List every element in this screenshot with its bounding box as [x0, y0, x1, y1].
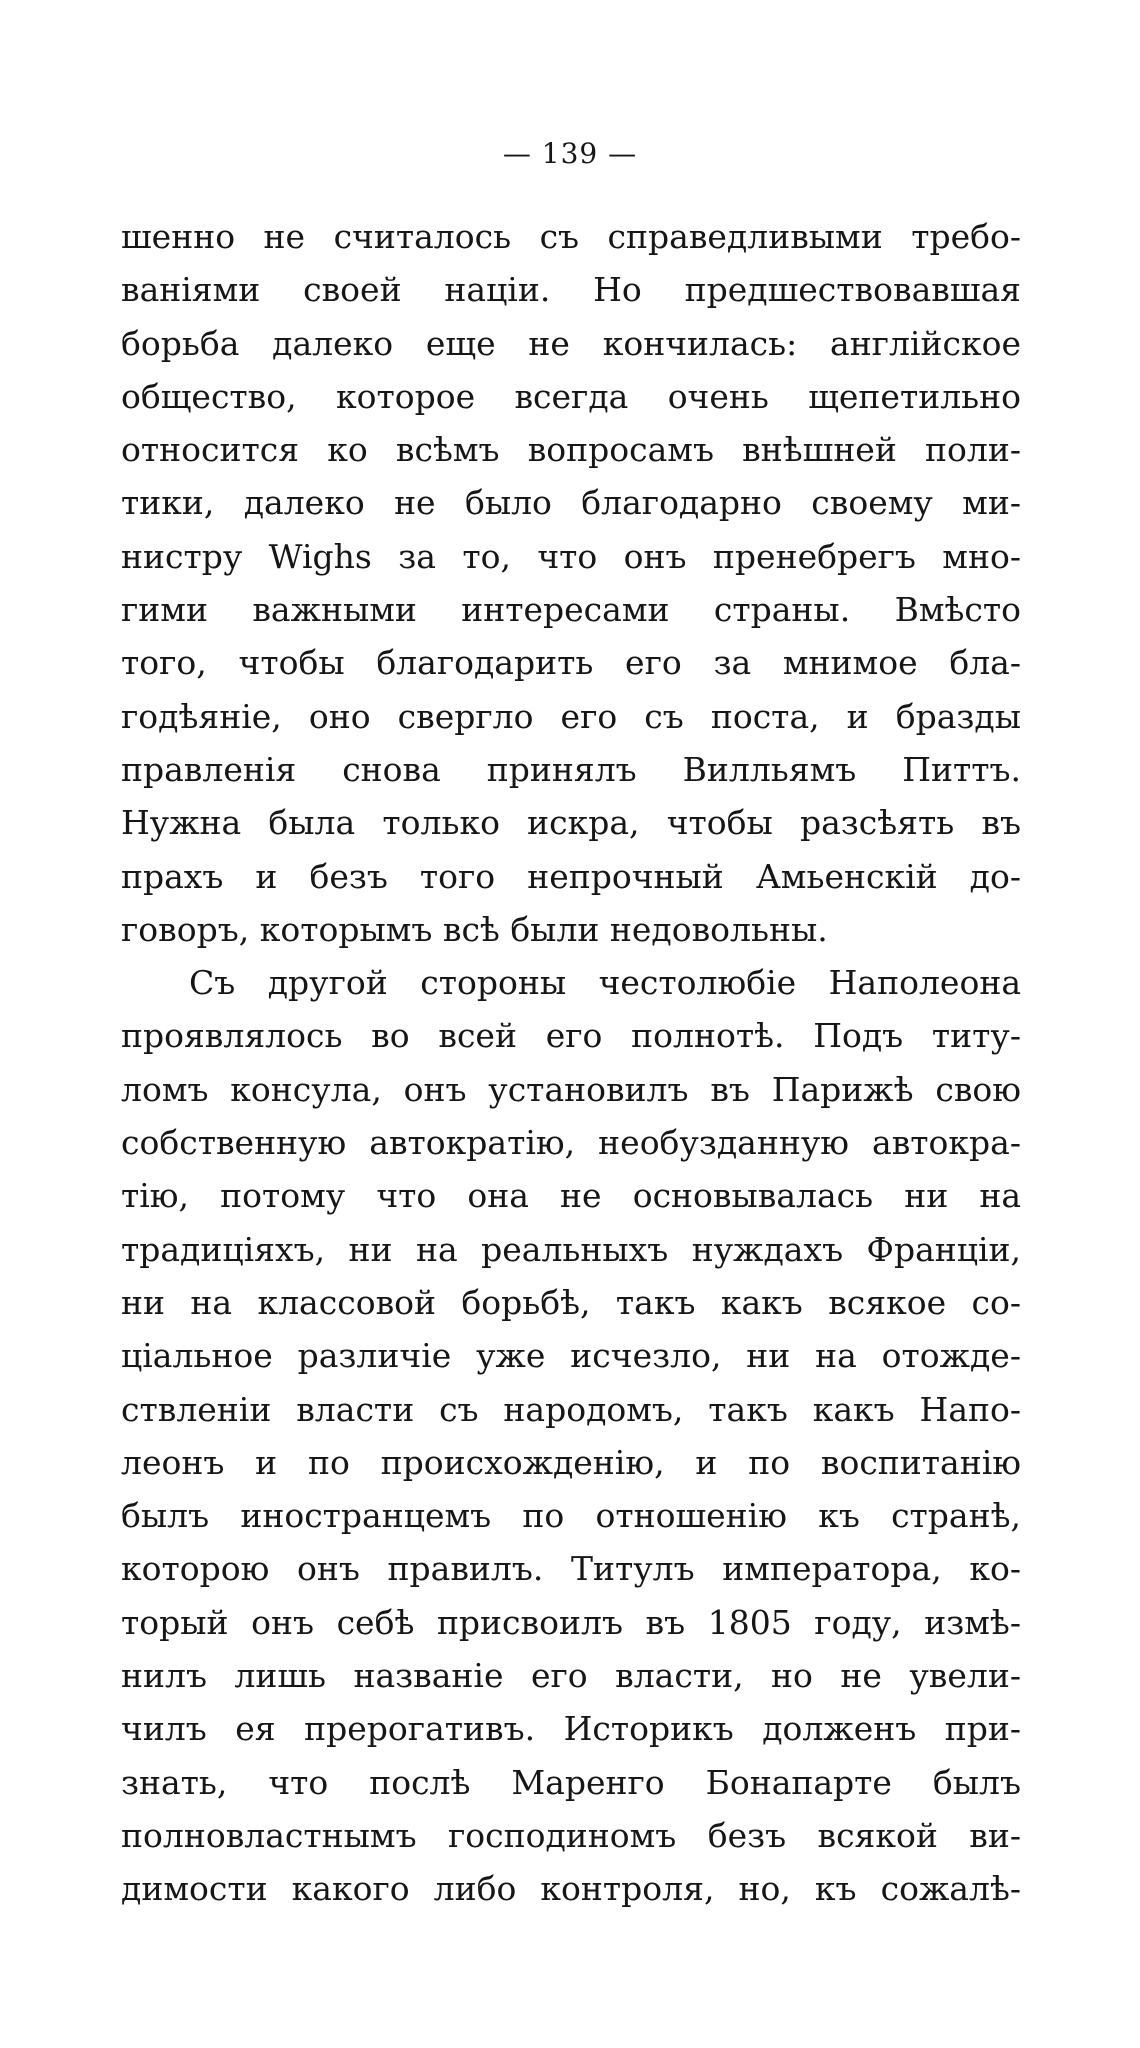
text-line: нистру Wighs за то, что онъ пренебрегъ мно- [121, 536, 1021, 576]
text-line: нилъ лишь названіе его власти, но не увели- [121, 1656, 1021, 1696]
text-line: правленія снова принялъ Вилльямъ Питтъ. [121, 749, 1021, 789]
text-line: проявлялось во всей его полнотѣ. Подъ титу- [121, 1016, 1021, 1056]
text-line: торый онъ себѣ присвоилъ въ 1805 году, измѣ- [121, 1602, 1021, 1642]
text-line: того, чтобы благодарить его за мнимое бла- [121, 643, 1021, 683]
text-line: полновластнымъ господиномъ безъ всякой ви- [121, 1815, 1021, 1855]
text-line: борьба далеко еще не кончилась: англійское [121, 323, 1021, 363]
paragraph-1 [121, 210, 1021, 956]
text-line: собственную автократію, необузданную автокра- [121, 1123, 1021, 1163]
text-line: относится ко всѣмъ вопросамъ внѣшней поли- [121, 430, 1021, 470]
text-line: шенно не считалось съ справедливыми требо- [121, 217, 1021, 256]
text-line: леонъ и по происхожденію, и по воспитанію [121, 1442, 1021, 1482]
page-number: — 139 — [502, 137, 638, 170]
text-line: гими важными интересами страны. Вмѣсто [121, 590, 1021, 630]
text-line: димости какого либо контроля, но, къ сожалѣ- [121, 1869, 1021, 1909]
text-line: говоръ, которымъ всѣ были недовольны. [121, 909, 828, 949]
text-line: Нужна была только искра, чтобы разсѣять въ [121, 803, 1021, 843]
text-line: ціальное различіе уже исчезло, ни на отожде- [121, 1336, 1021, 1376]
text-line: знать, что послѣ Маренго Бонапарте былъ [121, 1762, 1021, 1802]
text-line: которою онъ правилъ. Титулъ императора, ко- [121, 1549, 1021, 1589]
body-text [121, 210, 1021, 1916]
text-line: Съ другой стороны честолюбіе Наполеона [189, 963, 1021, 1003]
text-line: традиціяхъ, ни на реальныхъ нуждахъ Франціи, [121, 1229, 1021, 1269]
text-line: годѣяніе, оно свергло его съ поста, и бразды [121, 696, 1021, 736]
text-line: чилъ ея прерогативъ. Историкъ долженъ при- [121, 1709, 1021, 1749]
text-line: общество, которое всегда очень щепетильно [121, 376, 1021, 416]
text-line: ни на классовой борьбѣ, такъ какъ всякое со- [121, 1282, 1021, 1322]
text-line: прахъ и безъ того непрочный Амьенскій до- [121, 856, 1021, 896]
text-line: тію, потому что она не основывалась ни на [121, 1176, 1021, 1216]
paragraph-2 [121, 956, 1021, 1915]
text-line: тики, далеко не было благодарно своему ми- [121, 483, 1021, 523]
text-line: ломъ консула, онъ установилъ въ Парижѣ свою [121, 1069, 1021, 1109]
text-line: ваніями своей націи. Но предшествовавшая [121, 270, 1021, 310]
text-line: ствленіи власти съ народомъ, такъ какъ Напо- [121, 1389, 1021, 1429]
text-line: былъ иностранцемъ по отношенію къ странѣ, [121, 1496, 1021, 1536]
